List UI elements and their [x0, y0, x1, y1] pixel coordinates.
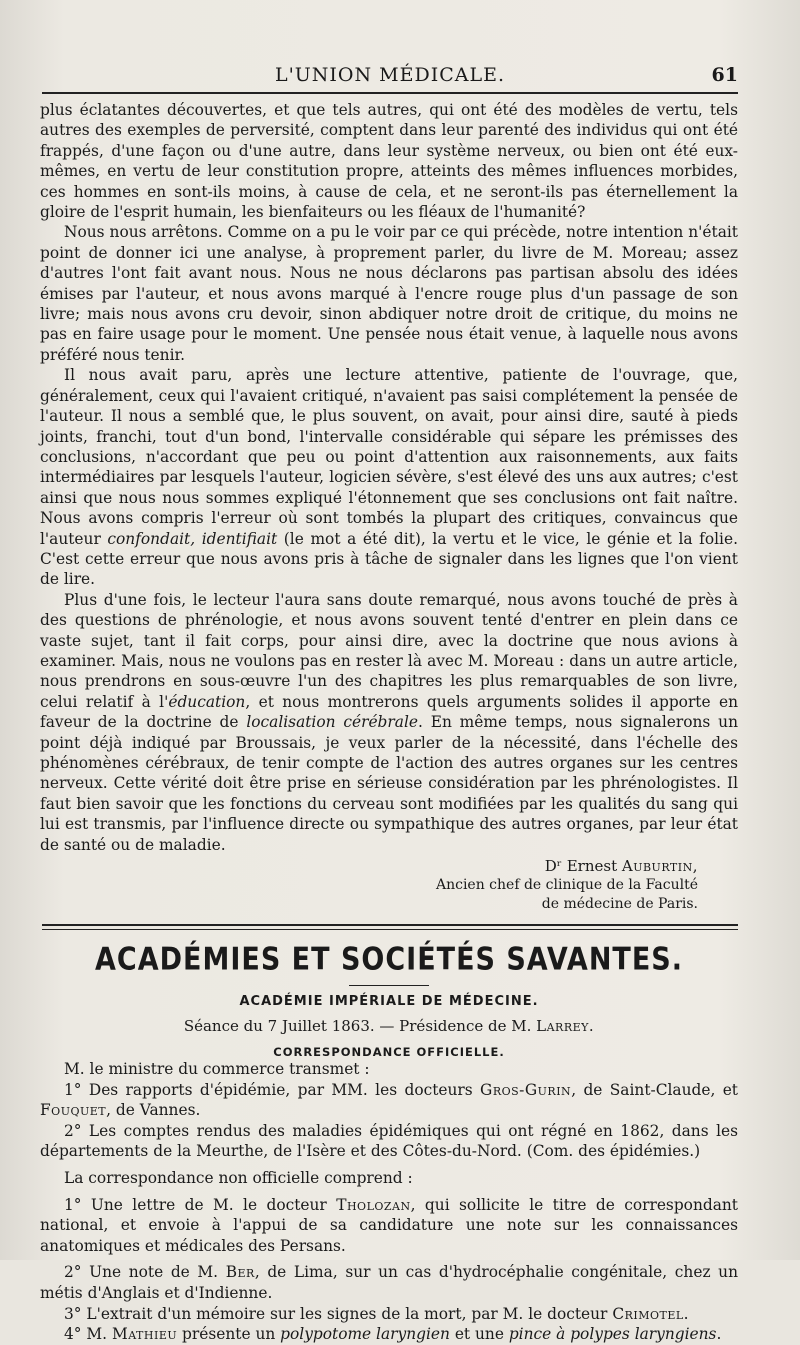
person-name: Fouquet	[40, 1101, 107, 1120]
italic-run: polypotome laryngien	[280, 1325, 450, 1344]
list-item: M. le ministre du commerce transmet :	[64, 1060, 370, 1079]
text-run: et une	[449, 1325, 509, 1344]
italic-run: localisation cérébrale	[246, 713, 418, 732]
section-divider	[42, 924, 738, 930]
running-title: L'UNION MÉDICALE.	[274, 64, 506, 86]
list-item	[40, 1262, 738, 1303]
italic-run: éducation	[168, 692, 246, 711]
list-item: 2° Les comptes rendus des maladies épidémiques qui ont régné en 1862, dans les départements de la Meurthe, de l'Isère et des Côtes-du-Nord. (Com. des épidémies.)	[40, 1121, 738, 1161]
person-name: Ber	[225, 1263, 255, 1282]
article-paragraph: Nous nous arrêtons. Comme on a pu le voir par ce qui précède, notre intention n'était point de donner ici une analyse, à proprement parler, du livre de M. Moreau; assez d'autres l'ont fait avant nous. Nous ne nous déclarons pas partisan absolu des idées émises par l'auteur, et nous avons marqué à l'encre rouge plus d'un passage de son livre; mais nous avons cru devoir, sinon abdiquer notre droit de critique, du moins ne pas en faire usage pour le moment. Une pensée nous était venue, à laquelle nous avons préféré nous tenir.	[40, 223, 738, 364]
text-run: (le mot a été dit), la vertu et le vice, le génie et la folie. C'est cette erreur que nous avons pris à tâche de signaler dans les lignes que l'on vient de lire.	[40, 529, 738, 589]
list-item: La correspondance non officielle comprend :	[64, 1169, 413, 1187]
running-header	[42, 58, 738, 94]
article-paragraph	[40, 590, 738, 855]
text-run: 1° Des rapports d'épidémie, par MM. les docteurs	[64, 1080, 481, 1099]
text-run: , qui sollicite le titre de correspondant national, et envoie à l'appui de sa candidature une note sur les connaissances anatomiques et médicales des Persans.	[40, 1195, 738, 1255]
text-run: 3° L'extrait d'un mémoire sur les signes de la mort, par M. le docteur	[64, 1304, 613, 1323]
text-run: Plus d'une fois, le lecteur l'aura sans doute remarqué, nous avons touché de près à des questions de phrénologie, et nous avons souvent tenté d'entrer en plein dans ce vaste sujet, tant il fait corps, pour ainsi dire, avec la doctrine que nous avions à examiner. Mais, nous ne voulons pas en rester là avec M. Moreau : dans un autre article, nous prendrons en sous-œuvre l'un des chapitres les plus remarquables de son livre, celui relatif à l'	[40, 590, 738, 711]
author-title-line: Ancien chef de clinique de la Faculté	[435, 877, 698, 894]
author-prefix: Dʳ Ernest	[544, 857, 622, 876]
article-paragraph	[40, 365, 738, 589]
text-run: 1° Une lettre de M. le docteur	[64, 1195, 337, 1214]
list-item	[40, 1080, 738, 1121]
italic-run: confondait, identifiait	[107, 529, 278, 548]
text-run: , de Saint-Claude, et	[571, 1080, 738, 1099]
italic-run: pince à polypes laryngiens	[508, 1325, 717, 1344]
person-name: Tholozan	[336, 1195, 411, 1214]
text-run: 2° Une note de M.	[64, 1263, 226, 1282]
author-title-line: de médecine de Paris.	[541, 896, 698, 913]
text-run: .	[683, 1304, 689, 1323]
page-number: 61	[711, 64, 738, 86]
author-signature	[40, 857, 738, 914]
text-run: Il nous avait paru, après une lecture attentive, patiente de l'ouvrage, que, généralement, ceux qui l'avaient critiqué, n'avaient pas saisi complétement la pensée de l'auteur. Il nous a semblé que, le plus souvent, on avait, pour ainsi dire, sauté à pieds joints, franchi, tout d'un bond, l'intervalle considérable qui sépare les prémisses des conclusions, n'accordant que peu ou point d'attention aux raisonnements, aux faits intermédiaires par lesquels l'auteur, logicien sévère, s'est élevé des uns aux autres; c'est ainsi que nous nous sommes expliqué l'étonnement que ses conclusions ont fait naître. Nous avons compris l'erreur où sont tombés la plupart des critiques, convaincus que l'auteur	[40, 366, 738, 548]
short-divider	[349, 985, 429, 986]
person-name: Crimotel	[612, 1304, 684, 1323]
text-run: , de Vannes.	[106, 1101, 201, 1120]
session-line	[40, 1017, 738, 1035]
text-run: présente un	[177, 1325, 281, 1344]
text-run: , et nous montrerons quels arguments solides il apporte en faveur de la doctrine de	[40, 692, 739, 732]
article-body	[40, 100, 738, 855]
article-paragraph: plus éclatantes découvertes, et que tels autres, qui ont été des modèles de vertu, tels autres des exemples de perversité, comptent dans leur parenté des individus qui ont été frappés, d'une façon ou d'une autre, dans leur système nerveux, ou bien ont été eux-mêmes, en vertu de leur constitution propre, atteints des mêmes influences morbides, ces hommes en sont-ils moins, à cause de cela, et ne seront-ils pas éternellement la gloire de l'esprit humain, les bienfaiteurs ou les fléaux de l'humanité?	[40, 101, 738, 222]
list-item	[40, 1195, 738, 1257]
list-item	[40, 1324, 738, 1345]
official-correspondence-heading: CORRESPONDANCE OFFICIELLE.	[273, 1045, 505, 1060]
academy-body	[40, 1059, 738, 1345]
author-name	[40, 857, 698, 876]
president-name: Larrey.	[536, 1017, 595, 1036]
person-name: Mathieu	[111, 1325, 178, 1344]
text-run: 4° M.	[64, 1325, 112, 1344]
author-surname: Auburtin,	[621, 857, 698, 876]
person-name: Gros-Gurin	[480, 1080, 572, 1099]
academy-title: ACADÉMIE IMPÉRIALE DE MÉDECINE.	[239, 994, 539, 1010]
text-run: , de Lima, sur un cas d'hydrocéphalie congénitale, chez un métis d'Anglais et d'Indienne.	[40, 1263, 738, 1302]
list-item	[40, 1304, 738, 1325]
text-run: . En même temps, nous signalerons un point déjà indiqué par Broussais, je veux parler de la nécessité, dans l'échelle des phénomènes cérébraux, de tenir compte de l'action des autres organes sur les centres nerveux. Cette vérité doit être prise en sérieuse considération par les phrénologistes. Il faut bien savoir que les fonctions du cerveau sont modifiées par les qualités du sang qui lui est transmis, par l'influence directe ou sympathique des autres organes, par leur état de santé ou de maladie.	[40, 713, 738, 854]
section-title: ACADÉMIES ET SOCIÉTÉS SAVANTES.	[95, 941, 683, 978]
text-run: .	[716, 1325, 722, 1344]
session-text: Séance du 7 Juillet 1863. — Présidence de M.	[183, 1017, 537, 1036]
